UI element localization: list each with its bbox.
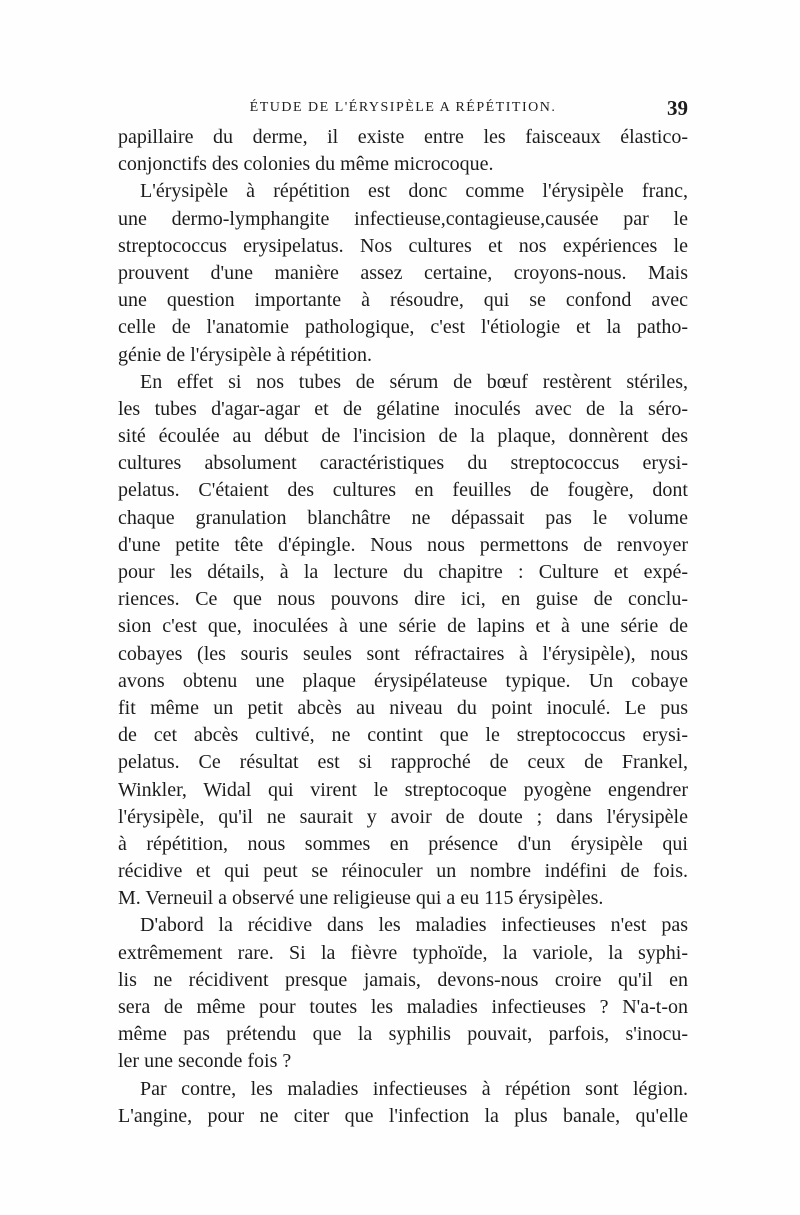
text-line: d'une petite tête d'épingle. Nous nous permettons de renvoyer	[118, 533, 688, 556]
text-line: génie de l'érysipèle à répétition.	[118, 343, 373, 366]
text-line: extrêmement rare. Si la fièvre typhoïde, la variole, la syphi-	[118, 941, 688, 964]
text-line: cultures absolument caractéristiques du streptococcus erysi-	[118, 452, 688, 475]
text-line: sité écoulée au début de l'incision de la plaque, donnèrent des	[118, 425, 688, 448]
page-number: 39	[667, 96, 688, 120]
text-line: l'érysipèle, qu'il ne saurait y avoir de doute ; dans l'érysipèle	[118, 805, 688, 828]
running-header	[118, 96, 688, 120]
text-line: cobayes (les souris seules sont réfractaires à l'érysipèle), nous	[118, 642, 688, 665]
text-line: Winkler, Widal qui virent le streptocoque pyogène engendrer	[118, 778, 688, 801]
text-line: une dermo-lymphangite infectieuse,contagieuse,causée par le	[118, 207, 688, 230]
text-line: fit même un petit abcès au niveau du point inoculé. Le pus	[118, 696, 688, 719]
text-line: sera de même pour toutes les maladies infectieuses ? N'a-t-on	[118, 996, 688, 1018]
text-line: L'angine, pour ne citer que l'infection la plus banale, qu'elle	[118, 1104, 688, 1127]
text-line: sion c'est que, inoculées à une série de lapins et à une série de	[118, 615, 688, 638]
text-line: avons obtenu une plaque érysipélateuse typique. Un cobaye	[118, 669, 688, 692]
text-line: pelatus. Ce résultat est si rapproché de ceux de Frankel,	[118, 751, 688, 774]
text-line: les tubes d'agar-agar et de gélatine inoculés avec de la séro-	[118, 397, 688, 420]
text-line: de cet abcès cultivé, ne contint que le streptococcus erysi-	[118, 724, 688, 747]
text-line: pelatus. C'étaient des cultures en feuilles de fougère, dont	[118, 479, 688, 502]
text-line: streptococcus erysipelatus. Nos cultures et nos expériences le	[118, 234, 688, 257]
text-line: ler une seconde fois ?	[118, 1050, 292, 1073]
running-title: ÉTUDE DE L'ÉRYSIPÈLE A RÉPÉTITION.	[249, 100, 557, 115]
text-line: D'abord la récidive dans les maladies infectieuses n'est pas	[140, 914, 688, 937]
text-line: L'érysipèle à répétition est donc comme l'érysipèle franc,	[140, 180, 688, 203]
text-line: celle de l'anatomie pathologique, c'est l'étiologie et la patho-	[118, 316, 688, 339]
text-line: En effet si nos tubes de sérum de bœuf restèrent stériles,	[140, 370, 688, 393]
text-line: lis ne récidivent presque jamais, devons-nous croire qu'il en	[118, 968, 688, 991]
text-line: M. Verneuil a observé une religieuse qui a eu 115 érysipèles.	[118, 887, 604, 910]
text-line: conjonctifs des colonies du même microcoque.	[118, 153, 494, 176]
text-line: prouvent d'une manière assez certaine, croyons-nous. Mais	[118, 261, 688, 284]
text-line: papillaire du derme, il existe entre les faisceaux élastico-	[118, 126, 688, 148]
text-line: récidive et qui peut se réinoculer un nombre indéfini de fois.	[118, 860, 688, 883]
text-line: riences. Ce que nous pouvons dire ici, en guise de conclu-	[118, 588, 688, 611]
text-line: Par contre, les maladies infectieuses à répétion sont légion.	[140, 1077, 688, 1100]
body-text	[118, 124, 688, 1130]
text-line: chaque granulation blanchâtre ne dépassait pas le volume	[118, 506, 688, 529]
text-line: une question importante à résoudre, qui se confond avec	[118, 289, 688, 312]
text-line: même pas prétendu que la syphilis pouvait, parfois, s'inocu-	[118, 1023, 688, 1046]
text-line: pour les détails, à la lecture du chapitre : Culture et expé-	[118, 561, 688, 583]
text-line: à répétition, nous sommes en présence d'un érysipèle qui	[118, 832, 688, 855]
